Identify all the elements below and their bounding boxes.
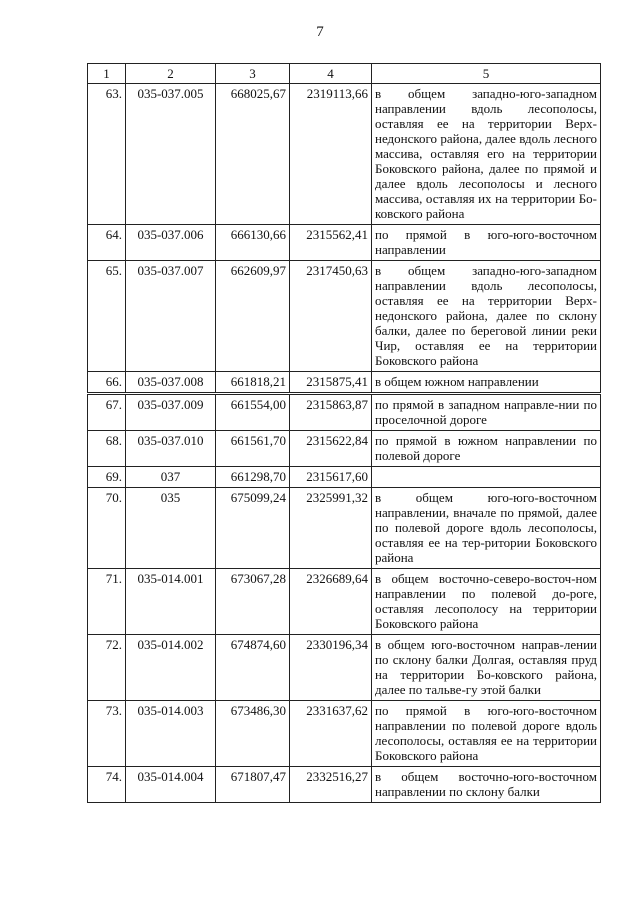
boundary-description: в общем западно-юго-западном направлении вдоль лесополосы, оставляя ее на территории Верх-недонского района, далее вдоль лесного массива, оставляя его на территории Боковского района, далее по прямой и далее вдоль лесополосы и лесного массива, оставляя их на территории Бо-ковского района: [372, 84, 601, 225]
table-row: [88, 372, 601, 394]
coordinate-y: 2332516,27: [290, 767, 372, 803]
table-row: [88, 225, 601, 261]
boundary-description: в общем западно-юго-западном направлении вдоль лесополосы, оставляя ее на территории Верх-недонского района, далее по склону балки, далее по береговой линии реки Чир, оставляя ее на территории Боковского района: [372, 261, 601, 372]
coordinate-y: 2315562,41: [290, 225, 372, 261]
page-number: 7: [316, 24, 324, 40]
coordinate-x: 668025,67: [216, 84, 290, 225]
coordinate-x: 661554,00: [216, 394, 290, 431]
column-header: 3: [216, 64, 290, 84]
point-code: 035-037.009: [126, 394, 216, 431]
boundary-description: по прямой в юго-юго-восточном направлении: [372, 225, 601, 261]
coordinate-x: 661818,21: [216, 372, 290, 394]
coordinate-y: 2325991,32: [290, 488, 372, 569]
coordinate-x: 661298,70: [216, 467, 290, 488]
row-number: 73.: [88, 701, 126, 767]
table-row: [88, 701, 601, 767]
boundary-description: по прямой в юго-юго-восточном направлении по полевой дороге вдоль лесополосы, оставляя ее на территории Боковского района: [372, 701, 601, 767]
table-header-row: [88, 64, 601, 84]
coordinate-x: 671807,47: [216, 767, 290, 803]
coordinate-y: 2331637,62: [290, 701, 372, 767]
point-code: 035-037.005: [126, 84, 216, 225]
boundary-description: в общем восточно-юго-восточном направлении по склону балки: [372, 767, 601, 803]
boundary-description: в общем юго-юго-восточном направлении, вначале по прямой, далее по полевой дороге вдоль лесополосы, оставляя ее на тер-ритории Боковского района: [372, 488, 601, 569]
table-row: [88, 767, 601, 803]
boundary-description: по прямой в южном направлении по полевой дороге: [372, 431, 601, 467]
point-code: 035-037.010: [126, 431, 216, 467]
row-number: 69.: [88, 467, 126, 488]
boundary-description: в общем южном направлении: [372, 372, 601, 394]
table-row: [88, 488, 601, 569]
boundary-description: [372, 467, 601, 488]
coordinate-y: 2315875,41: [290, 372, 372, 394]
coordinate-y: 2330196,34: [290, 635, 372, 701]
table-row: [88, 394, 601, 431]
column-header: 1: [88, 64, 126, 84]
coordinate-x: 662609,97: [216, 261, 290, 372]
point-code: 035-037.008: [126, 372, 216, 394]
point-code: 035-014.001: [126, 569, 216, 635]
table-row: [88, 569, 601, 635]
table-row: [88, 431, 601, 467]
point-code: 035-037.006: [126, 225, 216, 261]
coordinate-y: 2317450,63: [290, 261, 372, 372]
row-number: 64.: [88, 225, 126, 261]
row-number: 66.: [88, 372, 126, 394]
point-code: 035-014.004: [126, 767, 216, 803]
row-number: 68.: [88, 431, 126, 467]
row-number: 65.: [88, 261, 126, 372]
row-number: 63.: [88, 84, 126, 225]
column-header: 5: [372, 64, 601, 84]
coordinate-y: 2326689,64: [290, 569, 372, 635]
row-number: 71.: [88, 569, 126, 635]
column-header: 2: [126, 64, 216, 84]
column-header: 4: [290, 64, 372, 84]
row-number: 72.: [88, 635, 126, 701]
point-code: 035: [126, 488, 216, 569]
point-code: 035-014.003: [126, 701, 216, 767]
boundary-description: в общем восточно-северо-восточ-ном направлении по полевой до-роге, оставляя лесополосу на территории Боковского района: [372, 569, 601, 635]
boundary-description: в общем юго-восточном направ-лении по склону балки Долгая, оставляя пруд на территории Бо-ковского района, далее по тальве-гу этой балки: [372, 635, 601, 701]
boundary-description: по прямой в западном направле-нии по проселочной дороге: [372, 394, 601, 431]
coordinate-y: 2315622,84: [290, 431, 372, 467]
coordinate-x: 673486,30: [216, 701, 290, 767]
point-code: 035-014.002: [126, 635, 216, 701]
row-number: 74.: [88, 767, 126, 803]
coordinate-x: 661561,70: [216, 431, 290, 467]
coordinate-y: 2319113,66: [290, 84, 372, 225]
table-body: [88, 84, 601, 803]
table-row: [88, 467, 601, 488]
coordinate-x: 675099,24: [216, 488, 290, 569]
coordinate-x: 673067,28: [216, 569, 290, 635]
coordinate-x: 674874,60: [216, 635, 290, 701]
table-row: [88, 84, 601, 225]
coordinate-y: 2315617,60: [290, 467, 372, 488]
point-code: 035-037.007: [126, 261, 216, 372]
table-row: [88, 635, 601, 701]
table-row: [88, 261, 601, 372]
coordinate-y: 2315863,87: [290, 394, 372, 431]
coordinate-x: 666130,66: [216, 225, 290, 261]
point-code: 037: [126, 467, 216, 488]
row-number: 70.: [88, 488, 126, 569]
row-number: 67.: [88, 394, 126, 431]
boundary-coordinates-table: [87, 63, 601, 803]
